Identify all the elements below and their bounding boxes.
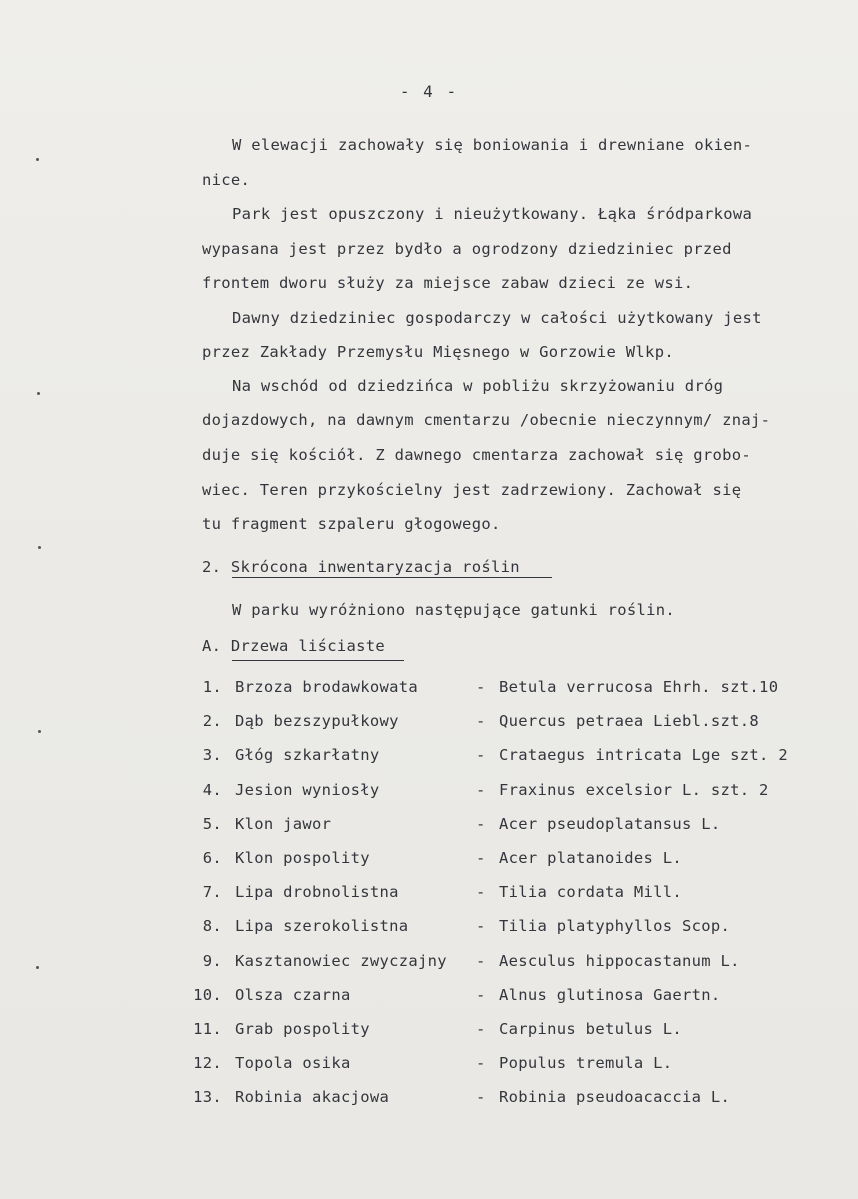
paragraph-line: dojazdowych, na dawnym cmentarzu /obecnie nieczynnym/ znaj- xyxy=(202,411,771,429)
species-dash: - xyxy=(476,1020,486,1038)
species-dash: - xyxy=(476,1054,486,1073)
species-number: 1. xyxy=(202,678,222,696)
species-dash: - xyxy=(476,712,486,731)
species-row xyxy=(0,952,858,976)
paragraph-line: duje się kościół. Z dawnego cmentarza zachował się grobo- xyxy=(202,446,752,464)
paragraph-line: wiec. Teren przykościelny jest zadrzewiony. Zachował się xyxy=(202,481,742,499)
species-dash: - xyxy=(476,678,486,696)
species-row xyxy=(0,849,858,873)
species-dash: - xyxy=(476,849,486,867)
species-polish-name: Robinia akacjowa xyxy=(235,1088,390,1107)
species-number: 4. xyxy=(202,780,222,799)
species-dash: - xyxy=(476,814,486,833)
species-polish-name: Jesion wyniosły xyxy=(235,780,380,799)
species-number: 8. xyxy=(202,917,222,936)
species-dash: - xyxy=(476,985,486,1004)
species-latin-name: Acer pseudoplatansus L. xyxy=(499,814,721,833)
paragraph-line: przez Zakłady Przemysłu Mięsnego w Gorzowie Wlkp. xyxy=(202,343,674,361)
paragraph-line: tu fragment szpaleru głogowego. xyxy=(202,515,501,533)
species-number: 10. xyxy=(193,985,222,1004)
margin-speck xyxy=(37,392,40,395)
species-polish-name: Dąb bezszypułkowy xyxy=(235,712,399,731)
species-latin-name: Quercus petraea Liebl.szt.8 xyxy=(499,712,760,731)
paragraph-line: Dawny dziedziniec gospodarczy w całości użytkowany jest xyxy=(232,309,762,327)
species-latin-name: Robinia pseudoacaccia L. xyxy=(499,1088,731,1107)
species-latin-name: Acer platanoides L. xyxy=(499,849,683,867)
subsection-heading: A. Drzewa liściaste xyxy=(202,637,386,655)
margin-speck xyxy=(36,158,39,161)
species-number: 6. xyxy=(202,849,222,867)
species-row xyxy=(0,1054,858,1078)
species-dash: - xyxy=(476,746,486,765)
species-number: 3. xyxy=(202,746,222,765)
species-latin-name: Tilia platyphyllos Scop. xyxy=(499,917,731,936)
species-row xyxy=(0,1020,858,1044)
species-row xyxy=(0,986,858,1010)
species-number: 7. xyxy=(202,883,222,902)
species-polish-name: Klon pospolity xyxy=(235,849,370,867)
paragraph-line: frontem dworu służy za miejsce zabaw dzieci ze wsi. xyxy=(202,274,694,292)
species-number: 11. xyxy=(193,1020,222,1038)
subsection-heading-underline xyxy=(232,660,404,661)
species-polish-name: Grab pospolity xyxy=(235,1020,370,1038)
species-row xyxy=(0,917,858,941)
species-number: 9. xyxy=(202,951,222,970)
species-polish-name: Kasztanowiec zwyczajny xyxy=(235,951,447,970)
species-polish-name: Brzoza brodawkowata xyxy=(235,678,419,696)
section-heading-underline xyxy=(232,577,552,578)
species-number: 2. xyxy=(202,712,222,731)
intro-line: W parku wyróżniono następujące gatunki roślin. xyxy=(232,601,676,619)
paragraph-line: W elewacji zachowały się boniowania i drewniane okien- xyxy=(232,136,753,154)
species-latin-name: Carpinus betulus L. xyxy=(499,1020,683,1038)
species-latin-name: Tilia cordata Mill. xyxy=(499,883,683,902)
species-dash: - xyxy=(476,917,486,936)
species-dash: - xyxy=(476,1088,486,1107)
species-row xyxy=(0,746,858,770)
paragraph-line: Park jest opuszczony i nieużytkowany. Łąka śródparkowa xyxy=(232,205,753,223)
species-number: 12. xyxy=(193,1054,222,1073)
species-polish-name: Topola osika xyxy=(235,1054,351,1073)
species-latin-name: Fraxinus excelsior L. szt. 2 xyxy=(499,780,769,799)
species-number: 13. xyxy=(193,1088,222,1107)
species-polish-name: Lipa szerokolistna xyxy=(235,917,409,936)
page-number: - 4 - xyxy=(399,82,459,101)
species-polish-name: Głóg szkarłatny xyxy=(235,746,380,765)
species-dash: - xyxy=(476,951,486,970)
species-row xyxy=(0,678,858,702)
species-latin-name: Alnus glutinosa Gaertn. xyxy=(499,985,721,1004)
margin-speck xyxy=(38,546,41,549)
species-row xyxy=(0,1088,858,1112)
species-polish-name: Olsza czarna xyxy=(235,985,351,1004)
species-latin-name: Aesculus hippocastanum L. xyxy=(499,951,740,970)
species-row xyxy=(0,883,858,907)
species-latin-name: Populus tremula L. xyxy=(499,1054,673,1073)
section-heading: 2. Skrócona inwentaryzacja roślin xyxy=(202,558,520,576)
species-row xyxy=(0,781,858,805)
species-dash: - xyxy=(476,883,486,902)
species-row xyxy=(0,815,858,839)
species-latin-name: Crataegus intricata Lge szt. 2 xyxy=(499,746,788,765)
species-latin-name: Betula verrucosa Ehrh. szt.10 xyxy=(499,678,779,696)
species-polish-name: Lipa drobnolistna xyxy=(235,883,399,902)
paragraph-line: wypasana jest przez bydło a ogrodzony dziedziniec przed xyxy=(202,240,732,258)
paragraph-line: Na wschód od dziedzińca w pobliżu skrzyżowaniu dróg xyxy=(232,377,724,395)
paragraph-line: nice. xyxy=(202,171,251,189)
species-row xyxy=(0,712,858,736)
species-number: 5. xyxy=(202,814,222,833)
species-polish-name: Klon jawor xyxy=(235,814,332,833)
species-dash: - xyxy=(476,780,486,799)
